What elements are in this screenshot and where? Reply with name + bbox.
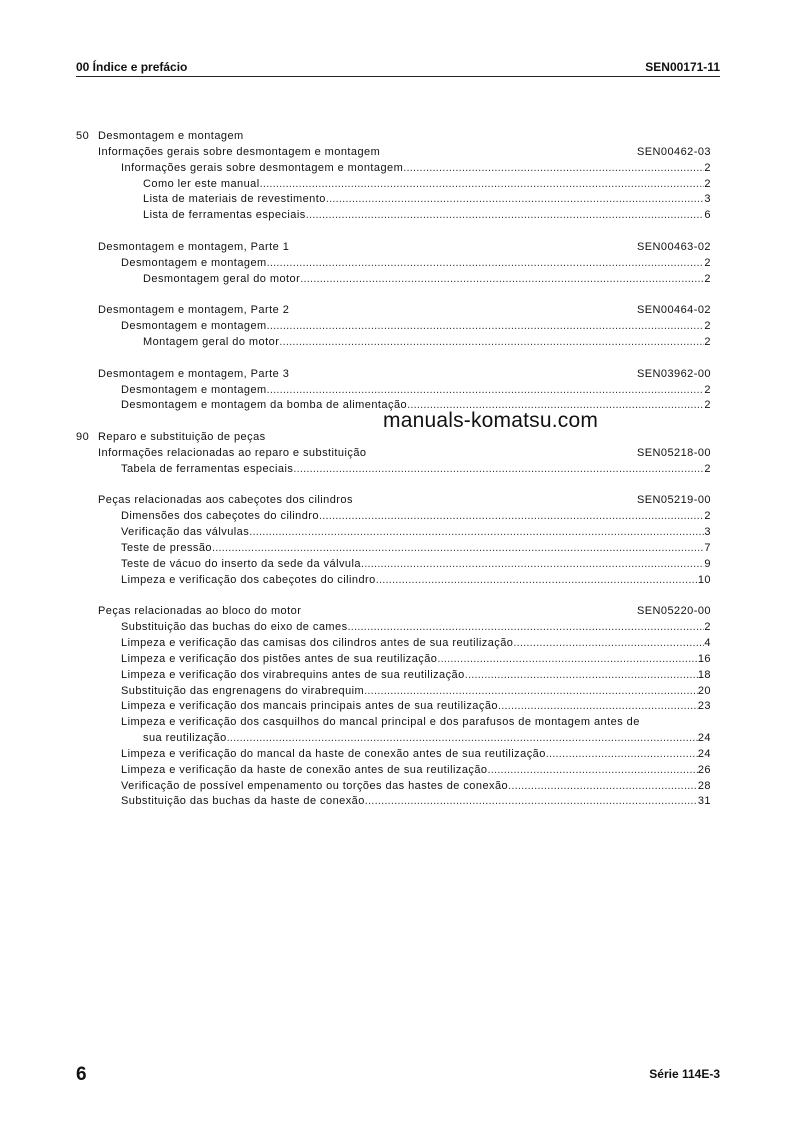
toc-group bbox=[76, 367, 711, 383]
toc-entry bbox=[76, 319, 711, 335]
dot-leader bbox=[306, 208, 705, 224]
toc-entry bbox=[76, 335, 711, 351]
dot-leader bbox=[279, 335, 704, 351]
toc-entry bbox=[76, 731, 711, 747]
entry-title: Limpeza e verificação dos pistões antes de sua reutilização bbox=[121, 652, 438, 665]
entry-title: Limpeza e verificação dos mancais principais antes de sua reutilização bbox=[121, 700, 498, 713]
dot-leader bbox=[249, 525, 704, 541]
entry-title: Limpeza e verificação dos virabrequins antes de sua reutilização bbox=[121, 668, 465, 681]
entry-page: 2 bbox=[704, 272, 711, 285]
dot-leader bbox=[326, 192, 705, 208]
section-number: 90 bbox=[76, 431, 90, 444]
document-code: SEN00463-02 bbox=[636, 240, 711, 253]
dot-leader bbox=[300, 272, 704, 288]
entry-title: Dimensões dos cabeçotes do cilindro bbox=[121, 510, 319, 523]
page-number: 6 bbox=[76, 1064, 87, 1085]
toc-entry bbox=[76, 573, 711, 589]
dot-leader bbox=[487, 763, 697, 779]
entry-page: 6 bbox=[704, 209, 711, 222]
entry-page: 2 bbox=[704, 462, 711, 475]
entry-title: Desmontagem e montagem da bomba de alimentação bbox=[121, 399, 408, 412]
group-title: Peças relacionadas aos cabeçotes dos cilindros bbox=[98, 494, 353, 507]
dot-leader bbox=[348, 620, 705, 636]
entry-page: 31 bbox=[697, 795, 711, 808]
table-of-contents bbox=[76, 129, 711, 810]
entry-page: 3 bbox=[704, 193, 711, 206]
entry-title: Substituição das buchas da haste de conexão bbox=[121, 795, 365, 808]
toc-entry bbox=[76, 256, 711, 272]
dot-leader bbox=[267, 383, 705, 399]
entry-page: 2 bbox=[704, 399, 711, 412]
toc-entry bbox=[76, 192, 711, 208]
toc-group bbox=[76, 240, 711, 256]
toc-entry bbox=[76, 747, 711, 763]
dot-leader bbox=[227, 731, 698, 747]
toc-entry bbox=[76, 668, 711, 684]
entry-title: Lista de materiais de revestimento bbox=[143, 193, 326, 206]
entry-title: Verificação de possível empenamento ou torções das hastes de conexão bbox=[121, 779, 509, 792]
entry-page: 7 bbox=[704, 541, 711, 554]
entry-page: 2 bbox=[704, 161, 711, 174]
watermark: manuals-komatsu.com bbox=[383, 409, 599, 432]
entry-title: Desmontagem geral do motor bbox=[143, 272, 301, 285]
toc-entry bbox=[76, 636, 711, 652]
toc-group bbox=[76, 604, 711, 620]
entry-title: Limpeza e verificação dos cabeçotes do cilindro bbox=[121, 573, 376, 586]
dot-leader bbox=[513, 636, 704, 652]
header-doc-code: SEN00171-11 bbox=[645, 60, 720, 74]
entry-page: 24 bbox=[697, 747, 711, 760]
toc-entry bbox=[76, 272, 711, 288]
toc-entry bbox=[76, 652, 711, 668]
toc-entry bbox=[76, 557, 711, 573]
entry-title: Montagem geral do motor bbox=[143, 335, 280, 348]
document-code: SEN05220-00 bbox=[636, 605, 711, 618]
entry-page: 2 bbox=[704, 621, 711, 634]
toc-entry bbox=[76, 383, 711, 399]
toc-group bbox=[76, 303, 711, 319]
entry-title: sua reutilização bbox=[143, 732, 227, 745]
toc-group bbox=[76, 446, 711, 462]
dot-leader bbox=[293, 462, 704, 478]
toc-entry bbox=[76, 525, 711, 541]
dot-leader bbox=[267, 256, 705, 272]
entry-page: 2 bbox=[704, 510, 711, 523]
entry-page: 2 bbox=[704, 177, 711, 190]
dot-leader bbox=[267, 319, 705, 335]
toc-entry bbox=[76, 509, 711, 525]
page-header bbox=[76, 59, 720, 77]
spacer bbox=[76, 287, 711, 303]
entry-page: 18 bbox=[697, 668, 711, 681]
dot-leader bbox=[508, 779, 698, 795]
entry-title: Informações gerais sobre desmontagem e montagem bbox=[121, 161, 404, 174]
entry-title: Limpeza e verificação das camisas dos cilindros antes de sua reutilização bbox=[121, 637, 514, 649]
toc-entry bbox=[76, 541, 711, 557]
dot-leader bbox=[546, 747, 698, 763]
group-title: Informações relacionadas ao reparo e substituição bbox=[98, 446, 367, 459]
dot-leader bbox=[361, 557, 704, 573]
spacer bbox=[76, 351, 711, 367]
header-title: 00 Índice e prefácio bbox=[76, 60, 188, 74]
series-label: Série 114E-3 bbox=[649, 1067, 720, 1081]
document-code: SEN00464-02 bbox=[636, 304, 711, 317]
section-title: Desmontagem e montagem bbox=[98, 130, 244, 142]
dot-leader bbox=[465, 668, 698, 684]
dot-leader bbox=[376, 573, 698, 589]
entry-title: Teste de vácuo do inserto da sede da válvula bbox=[121, 557, 361, 570]
dot-leader bbox=[365, 794, 698, 810]
spacer bbox=[76, 478, 711, 494]
toc-entry-line bbox=[76, 715, 711, 731]
entry-title: Verificação das válvulas bbox=[121, 526, 250, 539]
entry-title: Teste de pressão bbox=[121, 541, 212, 554]
toc-entry bbox=[76, 684, 711, 700]
document-code: SEN00462-03 bbox=[636, 145, 711, 158]
document-code: SEN03962-00 bbox=[636, 367, 711, 380]
entry-title: Desmontagem e montagem bbox=[121, 320, 267, 333]
toc-entry bbox=[76, 462, 711, 478]
entry-title: Limpeza e verificação dos casquilhos do mancal principal e dos parafusos de montagem antes de bbox=[121, 716, 640, 729]
toc-entry bbox=[76, 763, 711, 779]
toc-group bbox=[76, 493, 711, 509]
entry-page: 16 bbox=[697, 652, 711, 665]
spacer bbox=[76, 588, 711, 604]
section-title: Reparo e substituição de peças bbox=[98, 431, 266, 444]
group-title: Desmontagem e montagem, Parte 3 bbox=[98, 367, 290, 380]
dot-leader bbox=[319, 509, 704, 525]
entry-page: 23 bbox=[697, 700, 711, 713]
document-code: SEN05218-00 bbox=[636, 446, 711, 459]
dot-leader bbox=[403, 161, 704, 177]
entry-page: 3 bbox=[704, 526, 711, 539]
entry-title: Como ler este manual bbox=[143, 177, 260, 190]
toc-entry bbox=[76, 779, 711, 795]
entry-title: Substituição das buchas do eixo de cames bbox=[121, 621, 348, 634]
dot-leader bbox=[437, 652, 697, 668]
entry-title: Lista de ferramentas especiais bbox=[143, 209, 306, 222]
dot-leader bbox=[212, 541, 704, 557]
group-title: Informações gerais sobre desmontagem e montagem bbox=[98, 145, 381, 158]
toc-entry bbox=[76, 208, 711, 224]
entry-title: Tabela de ferramentas especiais bbox=[121, 462, 294, 475]
toc-entry bbox=[76, 161, 711, 177]
toc-entry bbox=[76, 620, 711, 636]
section-number: 50 bbox=[76, 130, 90, 142]
toc-entry bbox=[76, 794, 711, 810]
entry-page: 4 bbox=[704, 637, 711, 649]
group-title: Peças relacionadas ao bloco do motor bbox=[98, 605, 302, 618]
dot-leader bbox=[498, 699, 698, 715]
document-code: SEN05219-00 bbox=[636, 494, 711, 507]
entry-page: 2 bbox=[704, 256, 711, 269]
toc-group bbox=[76, 145, 711, 161]
entry-page: 28 bbox=[697, 779, 711, 792]
entry-page: 26 bbox=[697, 763, 711, 776]
entry-title: Substituição das engrenagens do virabrequim bbox=[121, 684, 365, 697]
entry-page: 24 bbox=[697, 732, 711, 745]
entry-page: 20 bbox=[697, 684, 711, 697]
entry-page: 2 bbox=[704, 335, 711, 348]
entry-page: 2 bbox=[704, 320, 711, 333]
group-title: Desmontagem e montagem, Parte 1 bbox=[98, 240, 290, 253]
toc-entry bbox=[76, 177, 711, 193]
group-title: Desmontagem e montagem, Parte 2 bbox=[98, 304, 290, 317]
entry-title: Desmontagem e montagem bbox=[121, 383, 267, 396]
entry-page: 10 bbox=[697, 573, 711, 586]
toc-section bbox=[76, 129, 711, 145]
entry-title: Limpeza e verificação do mancal da haste de conexão antes de sua reutilização bbox=[121, 747, 546, 760]
spacer bbox=[76, 224, 711, 240]
entry-title: Limpeza e verificação da haste de conexão antes de sua reutilização bbox=[121, 763, 488, 776]
entry-page: 9 bbox=[704, 557, 711, 570]
entry-title: Desmontagem e montagem bbox=[121, 256, 267, 269]
toc-entry bbox=[76, 699, 711, 715]
entry-page: 2 bbox=[704, 383, 711, 396]
dot-leader bbox=[364, 684, 698, 700]
dot-leader bbox=[260, 177, 705, 193]
